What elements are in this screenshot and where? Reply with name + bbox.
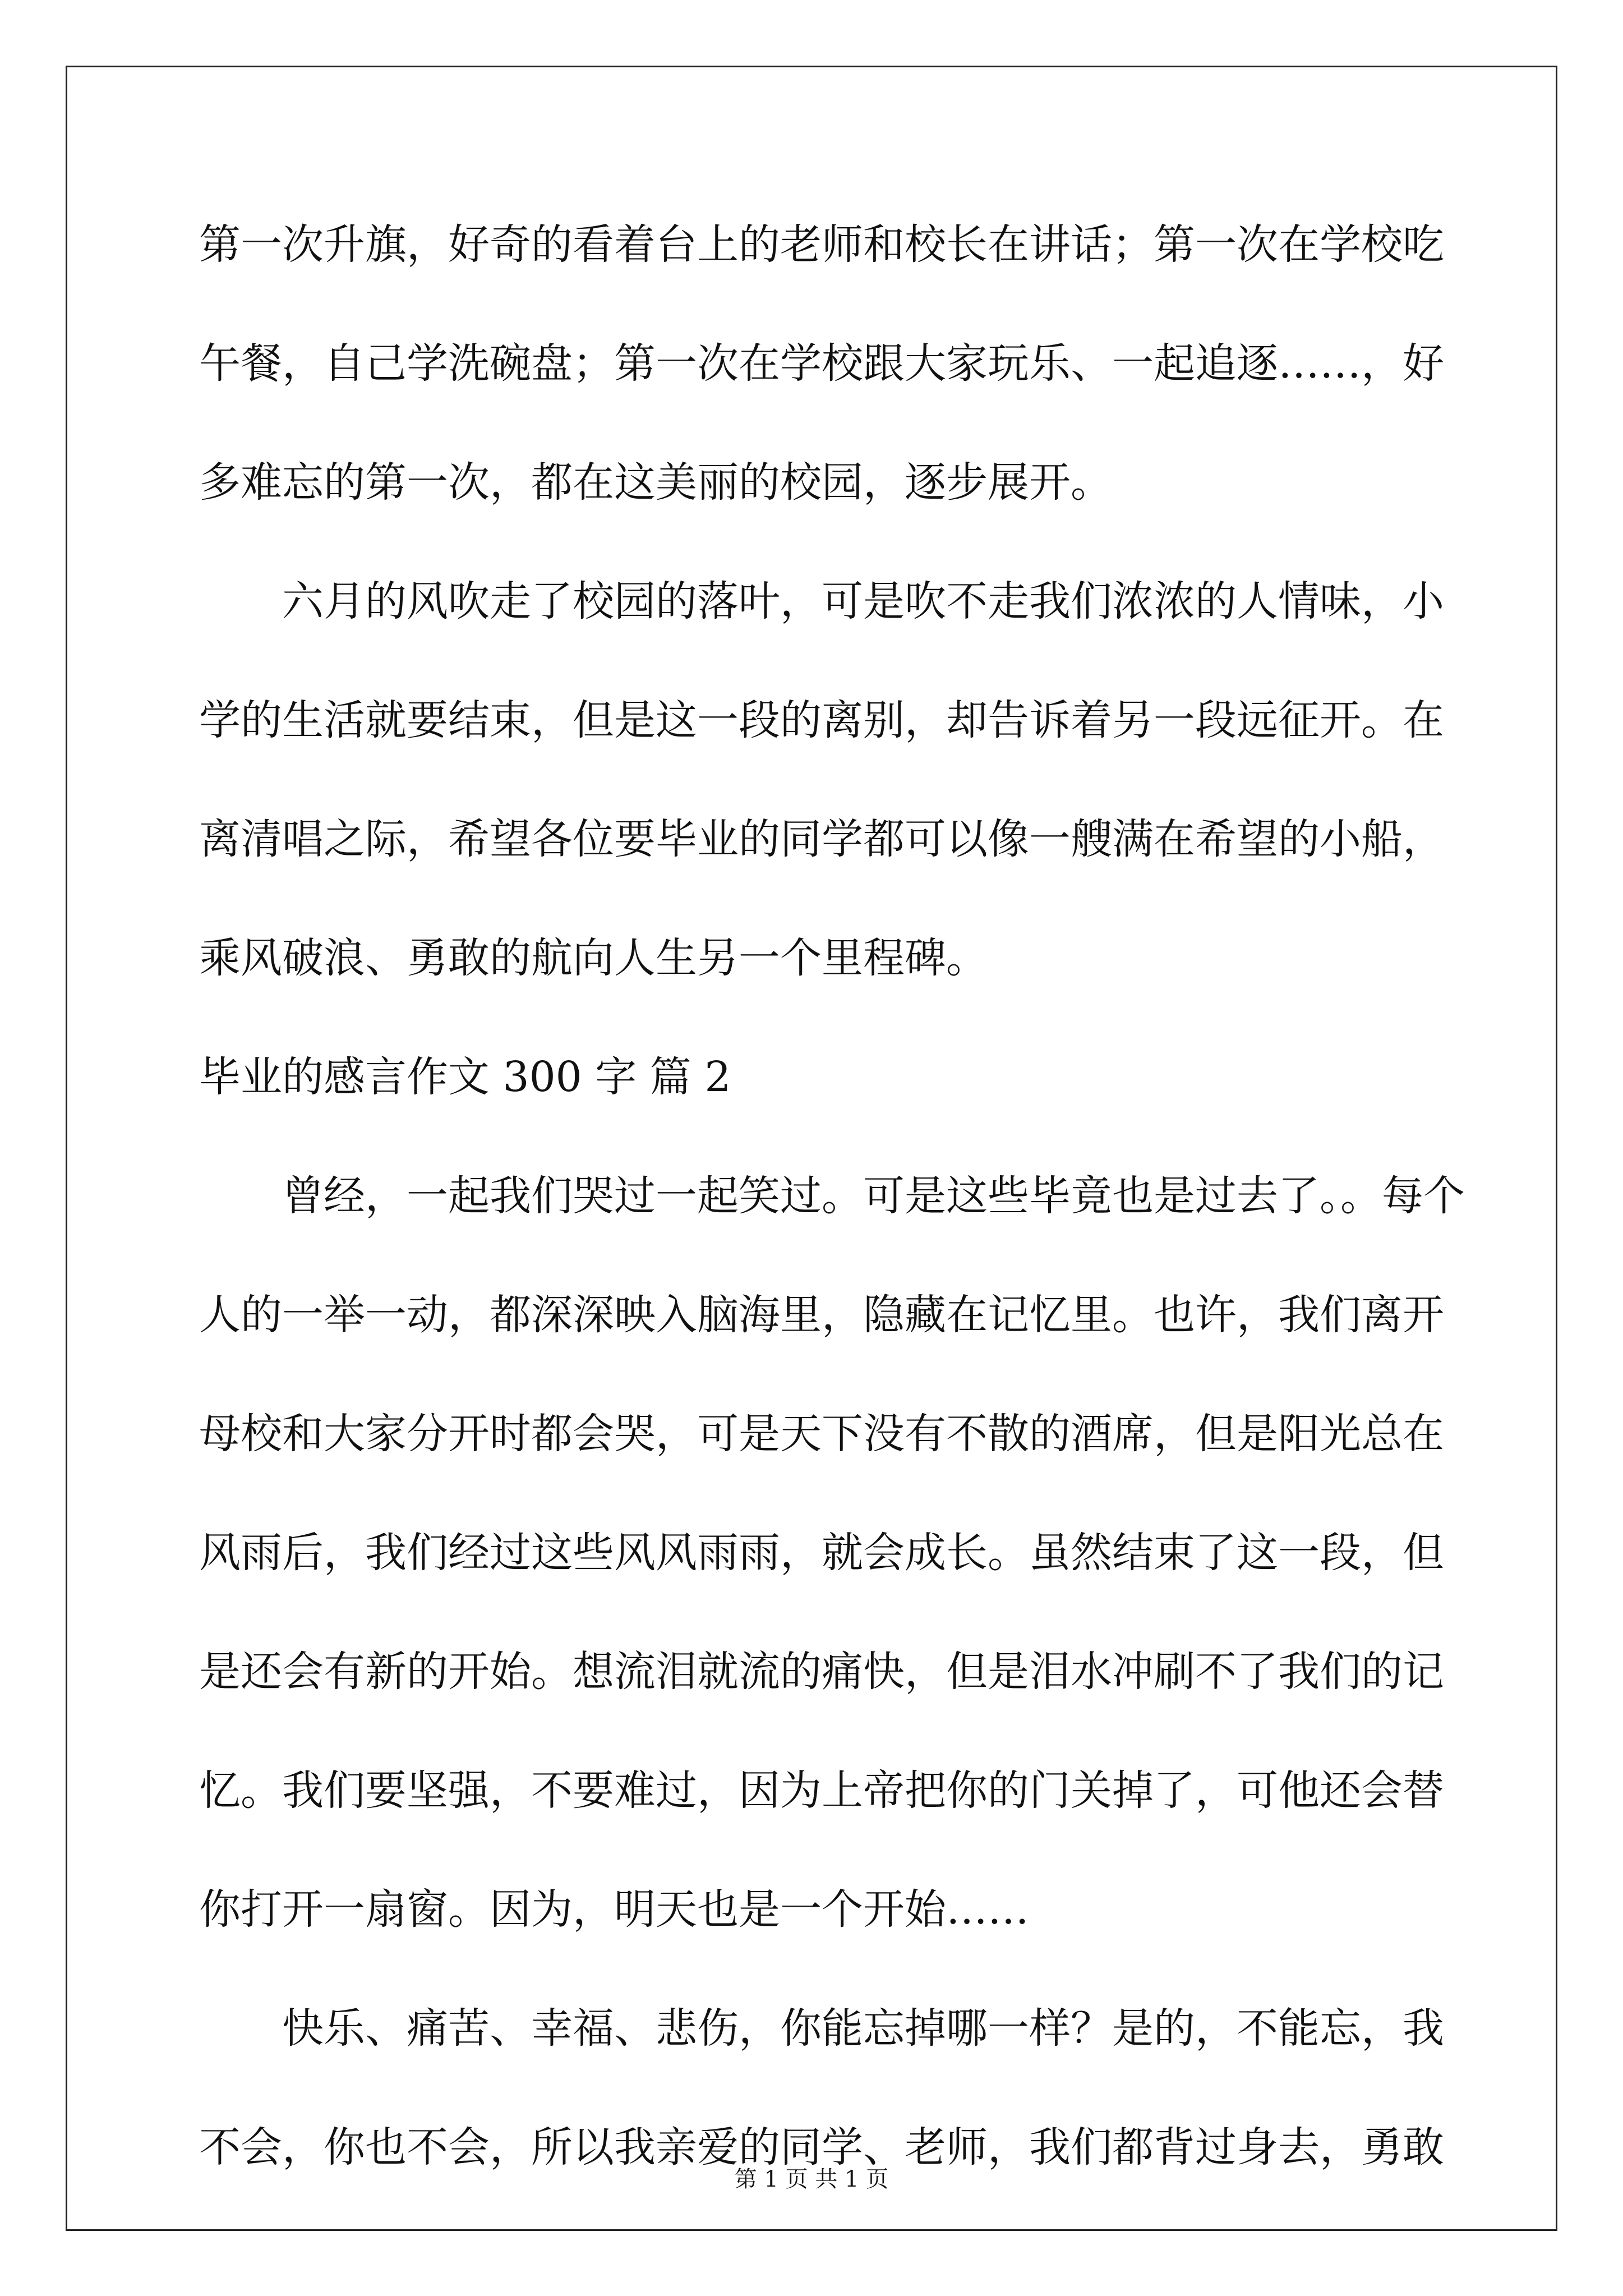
body-text-line: 学的生活就要结束，但是这一段的离别，却告诉着另一段远征开。在: [199, 696, 1444, 744]
body-text-line: 人的一举一动，都深深映入脑海里，隐藏在记忆里。也许，我们离开: [199, 1291, 1444, 1339]
body-text-line: 风雨后，我们经过这些风风雨雨，就会成长。虽然结束了这一段，但: [199, 1529, 1444, 1577]
body-text-line: 不会，你也不会，所以我亲爱的同学、老师，我们都背过身去，勇敢: [199, 2123, 1444, 2171]
section-heading: 毕业的感言作文 300 字 篇 2: [199, 1053, 731, 1101]
body-text-line: 你打开一扇窗。因为，明天也是一个开始……: [199, 1885, 1029, 1934]
body-text-line: 离清唱之际，希望各位要毕业的同学都可以像一艘满在希望的小船，: [199, 815, 1444, 863]
body-text-line: 乘风破浪、勇敢的航向人生另一个里程碑。: [199, 934, 988, 982]
body-text-line: 午餐，自己学洗碗盘；第一次在学校跟大家玩乐、一起追逐……，好: [199, 339, 1444, 388]
body-text-line: 第一次升旗，好奇的看着台上的老师和校长在讲话；第一次在学校吃: [199, 220, 1444, 269]
body-text-line: 母校和大家分开时都会哭，可是天下没有不散的酒席，但是阳光总在: [199, 1410, 1444, 1458]
body-text-line: 曾经，一起我们哭过一起笑过。可是这些毕竟也是过去了。。每个: [282, 1172, 1465, 1220]
body-text-line: 快乐、痛苦、幸福、悲伤，你能忘掉哪一样？是的，不能忘，我: [282, 2004, 1444, 2053]
body-text-line: 六月的风吹走了校园的落叶，可是吹不走我们浓浓的人情味，小: [282, 577, 1444, 625]
body-text-line: 忆。我们要坚强，不要难过，因为上帝把你的门关掉了，可他还会替: [199, 1766, 1444, 1815]
document-body: [199, 185, 1465, 2207]
body-text-line: 是还会有新的开始。想流泪就流的痛快，但是泪水冲刷不了我们的记: [199, 1648, 1444, 1696]
page-number-footer: 第 1 页 共 1 页: [734, 2166, 889, 2192]
body-text-line: 多难忘的第一次，都在这美丽的校园，逐步展开。: [199, 458, 1112, 507]
